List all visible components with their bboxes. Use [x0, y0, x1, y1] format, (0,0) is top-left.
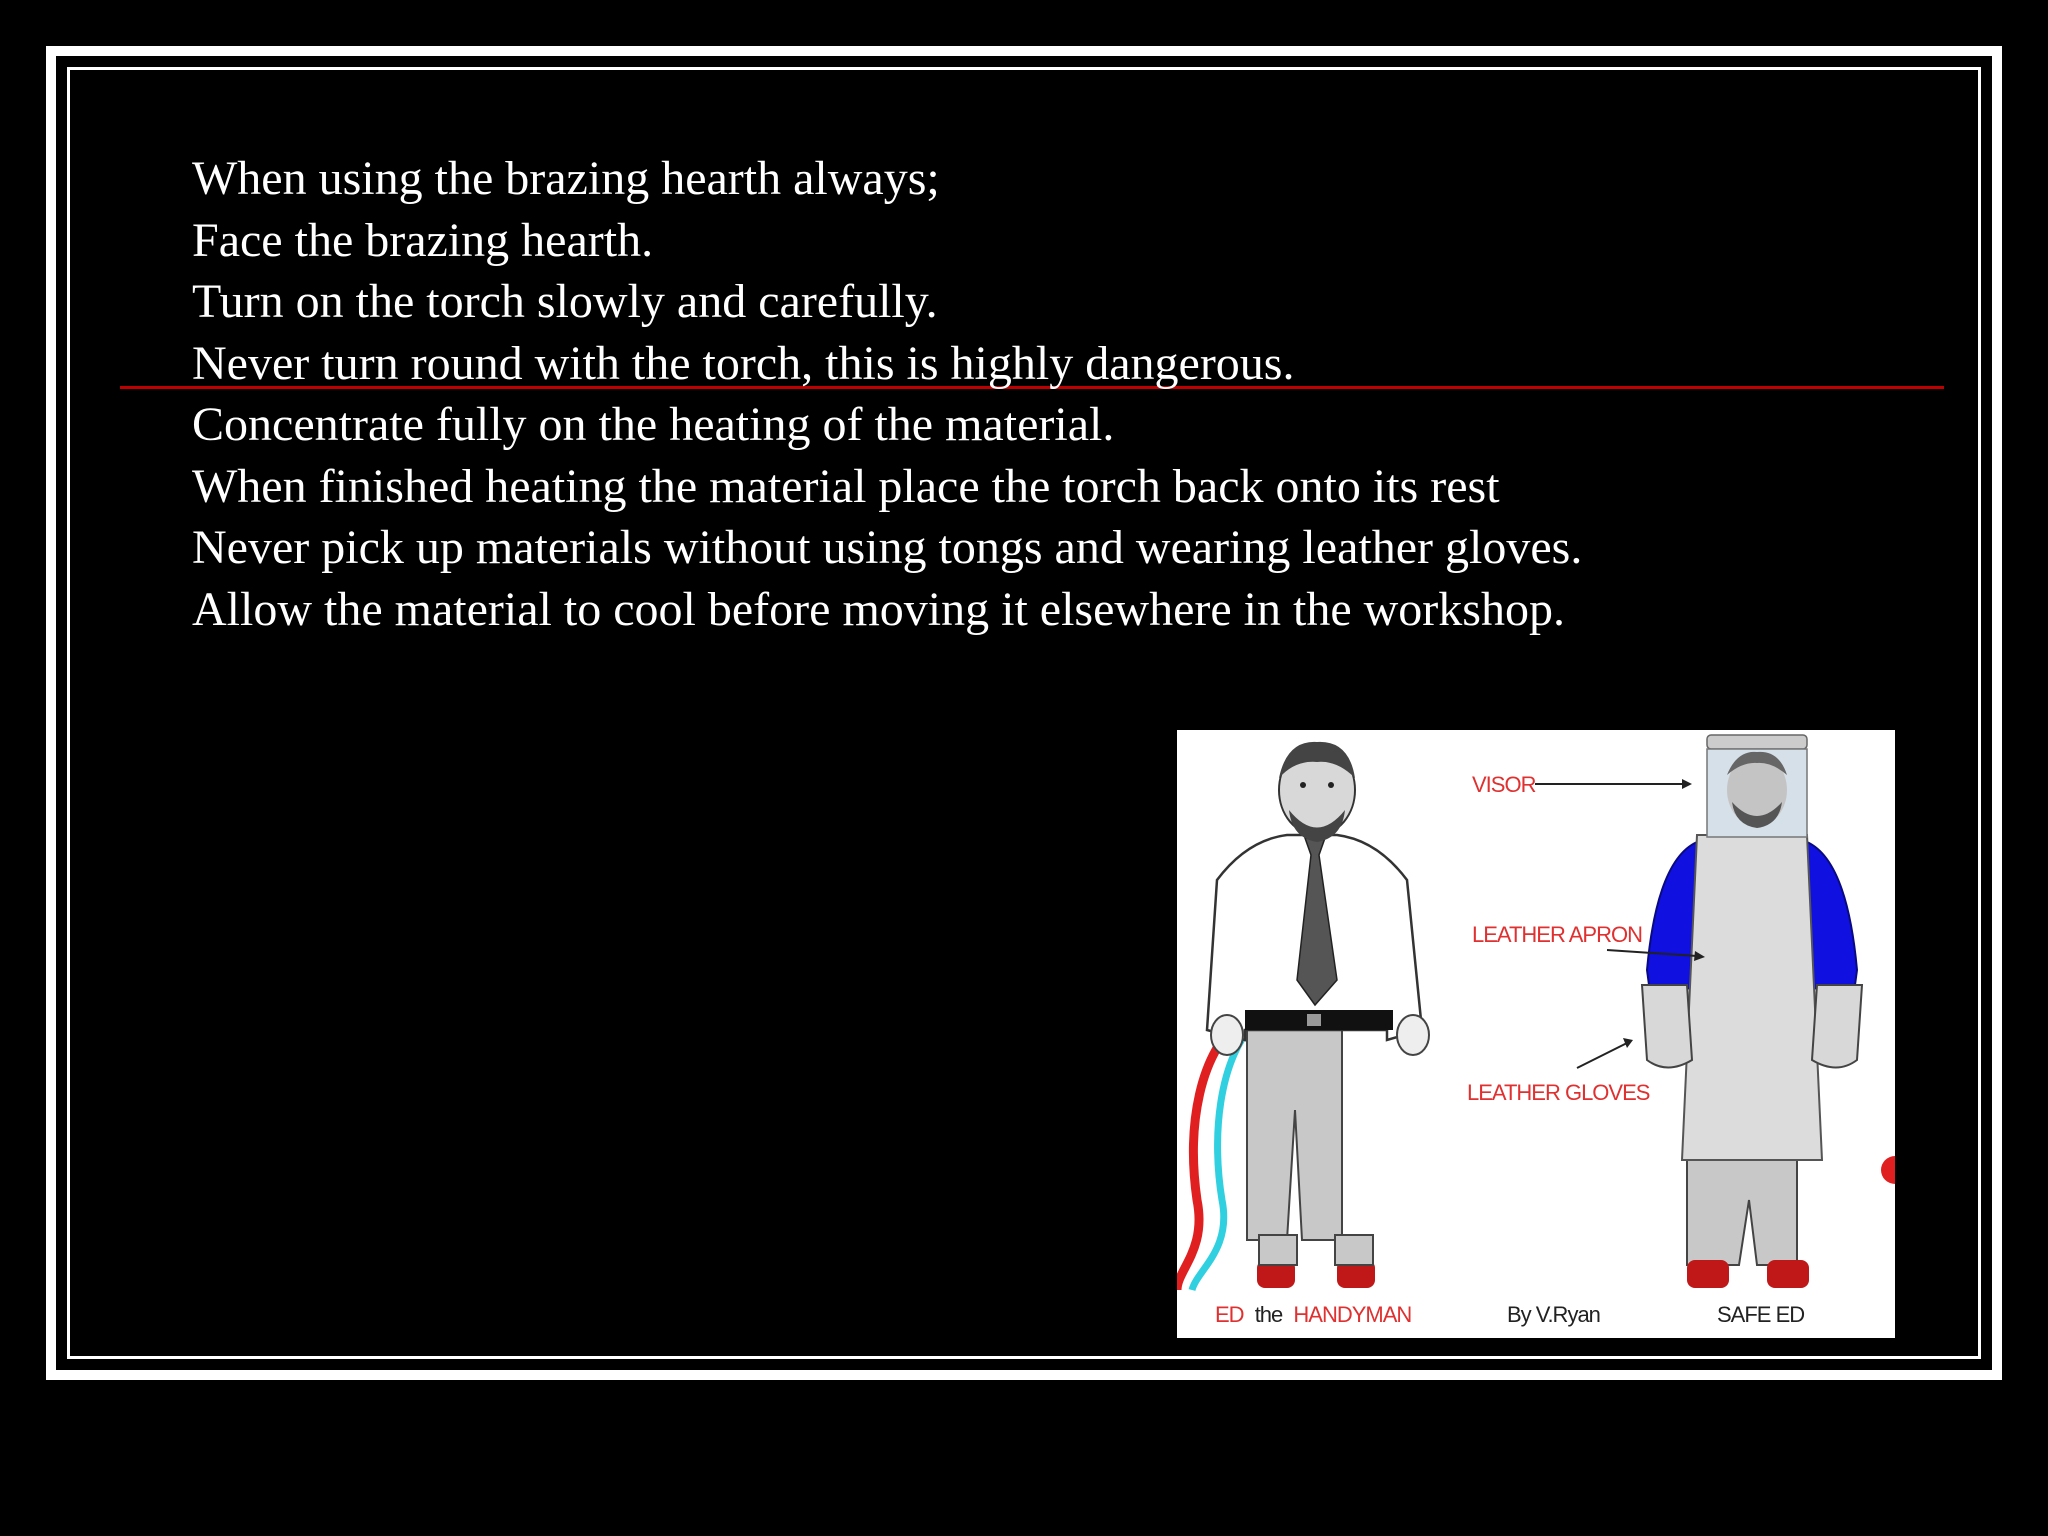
safe-ed-figure	[1642, 735, 1895, 1288]
svg-text:ED the HANDYMAN	[1215, 1302, 1411, 1327]
caption-the: the	[1254, 1302, 1283, 1327]
instruction-line-8: Allow the material to cool before moving it elsewhere in the workshop.	[192, 582, 1565, 636]
instruction-line-4: Never turn round with the torch, this is highly dangerous.	[192, 336, 1295, 390]
caption-ed: ED	[1215, 1302, 1244, 1327]
leather-gloves-label: LEATHER GLOVES	[1467, 1080, 1650, 1105]
caption-safe-ed: SAFE ED	[1717, 1302, 1805, 1327]
instruction-line-3: Turn on the torch slowly and carefully.	[192, 275, 938, 328]
safety-illustration	[1177, 730, 1895, 1338]
instruction-line-6: When finished heating the material place the torch back onto its rest	[192, 459, 1500, 513]
visor-label: VISOR	[1472, 772, 1536, 797]
caption-credit: By V.Ryan	[1507, 1302, 1600, 1327]
leather-apron-label: LEATHER APRON	[1472, 922, 1642, 947]
instruction-line-2: Face the brazing hearth.	[192, 213, 654, 267]
instruction-line-5: Concentrate fully on the heating of the material.	[192, 398, 1115, 451]
handyman-figure	[1177, 742, 1429, 1290]
safety-instructions	[192, 148, 1932, 640]
caption-handyman: HANDYMAN	[1293, 1302, 1412, 1327]
instruction-line-1: When using the brazing hearth always;	[192, 152, 940, 205]
instruction-line-7: Never pick up materials without using tongs and wearing leather gloves.	[192, 521, 1583, 574]
